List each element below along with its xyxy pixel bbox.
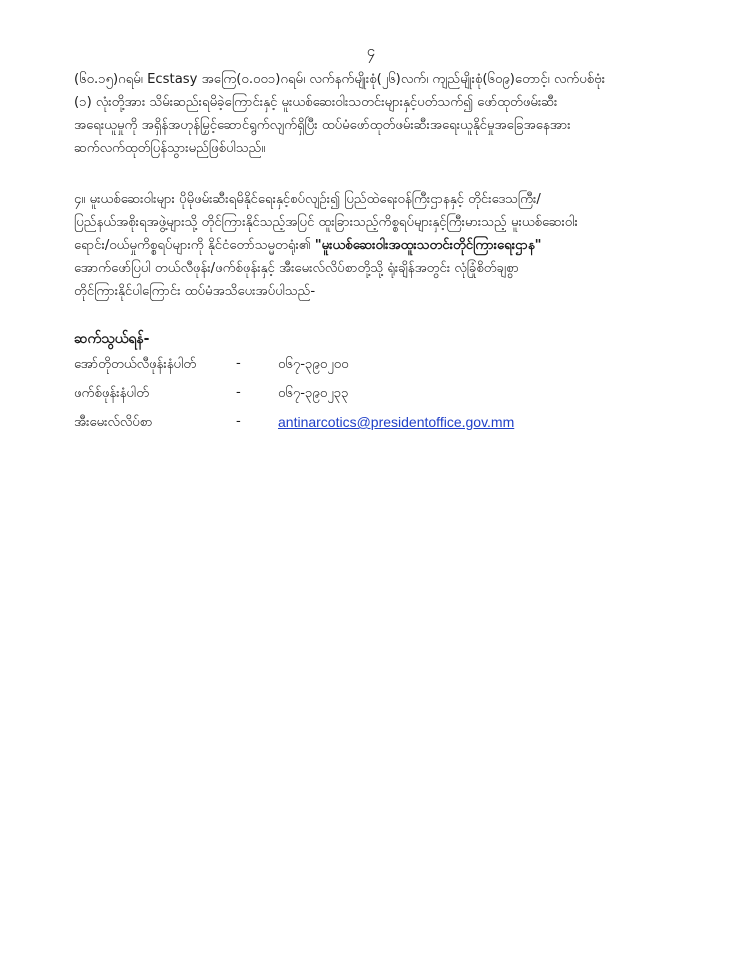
paragraph-2-line: ၄။ မူးယစ်ဆေးဝါးများ ပိုမိုဖမ်းဆီးရမိနိုင်ရေးနှင့်စပ်လျဉ်း၍ ပြည်ထဲရေးဝန်ကြီးဌာနနှင့် တိုင်းဒေသကြီး/	[74, 192, 541, 207]
paragraph-1	[74, 68, 668, 160]
paragraph-1-line: (၁) လုံးတို့အား သိမ်းဆည်းရမိခဲ့ကြောင်းနှင့် မူးယစ်ဆေးဝါးသတင်းများနှင့်ပတ်သက်၍ ဖော်ထုတ်ဖမ်းဆီး	[74, 95, 558, 110]
email-label: အီးမေးလ်လိပ်စာ	[74, 415, 153, 430]
paragraph-1-line: ဆက်လက်ထုတ်ပြန်သွားမည်ဖြစ်ပါသည်။	[74, 141, 266, 156]
separator-dash: -	[236, 414, 241, 429]
email-link[interactable]: antinarcotics@presidentoffice.gov.mm	[278, 414, 515, 430]
separator-dash: -	[236, 385, 241, 400]
department-name: "မူးယစ်ဆေးဝါးအထူးသတင်းတိုင်ကြားရေးဌာန"	[314, 238, 542, 253]
page-number: ၄	[366, 42, 376, 60]
fax-number: ၀၆၇-၃၉၀၂၃၃	[278, 386, 349, 401]
phone-label: အော်တိုတယ်လီဖုန်းနံပါတ်	[74, 357, 197, 372]
contact-heading: ဆက်သွယ်ရန်-	[74, 331, 150, 347]
separator-dash: -	[236, 356, 241, 371]
paragraph-1-line: (၆၀.၁၅)ဂရမ်၊ Ecstasy အကြေ(၀.၀၀၁)ဂရမ်၊ လက်နက်မျိုးစုံ(၂၆)လက်၊ ကျည်မျိုးစုံ(၆၀၉)တောင့်၊ လက်ပစ်ဗုံး	[74, 72, 606, 87]
paragraph-2	[74, 188, 668, 303]
paragraph-2-line: ပြည်နယ်အစိုးရအဖွဲ့များသို့ တိုင်ကြားနိုင်သည့်အပြင် ထူးခြားသည့်ကိစ္စရပ်များနှင့်ကြီးမားသည့် မူးယစ်ဆေးဝါး	[74, 215, 578, 230]
paragraph-2-line	[74, 234, 668, 257]
paragraph-2-line: တိုင်ကြားနိုင်ပါကြောင်း ထပ်မံအသိပေးအပ်ပါသည်-	[74, 284, 316, 299]
paragraph-2-line: အောက်ဖော်ပြပါ တယ်လီဖုန်း/ဖက်စ်ဖုန်းနှင့် အီးမေးလ်လိပ်စာတို့သို့ ရုံးချိန်အတွင်း လုံခြုံစိတ်ချစွာ	[74, 261, 519, 276]
paragraph-2-text: ရောင်း/ဝယ်မှုကိစ္စရပ်များကို နိုင်ငံတော်သမ္မတရုံး၏	[74, 238, 315, 253]
paragraph-1-line: အရေးယူမှုကို အရှိန်အဟုန်မြှင့်ဆောင်ရွက်လျက်ရှိပြီး ထပ်မံဖော်ထုတ်ဖမ်းဆီးအရေးယူနိုင်မှုအခြေအနေအား	[74, 118, 571, 133]
fax-label: ဖက်စ်ဖုန်းနံပါတ်	[74, 386, 150, 401]
phone-number: ၀၆၇-၃၉၀၂၀၀	[278, 357, 349, 372]
